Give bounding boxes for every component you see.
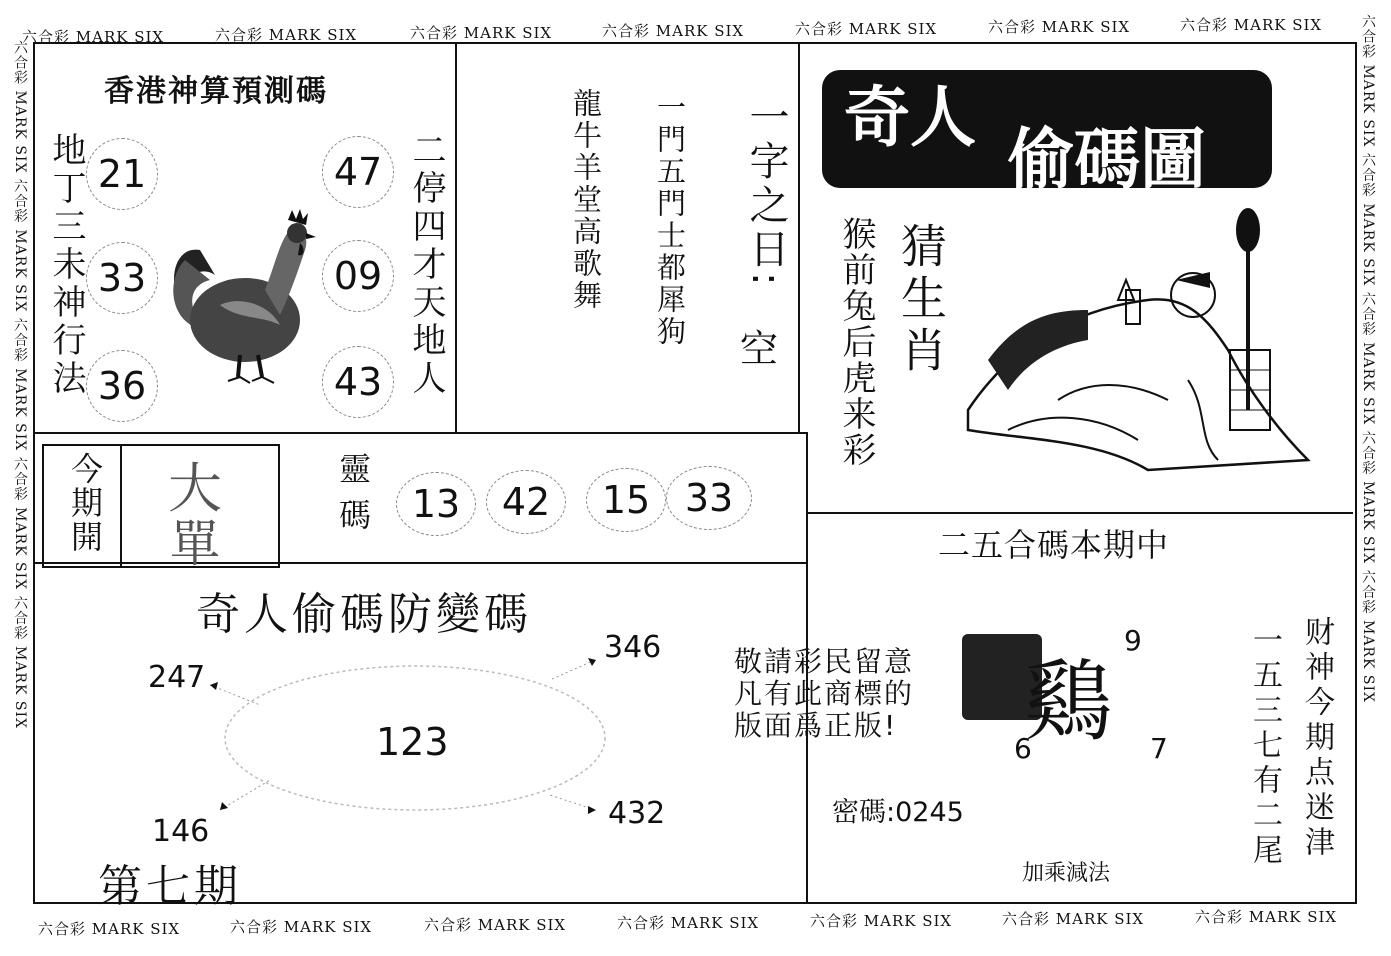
hk-number: 43 — [322, 346, 394, 418]
ling-number: 13 — [396, 472, 476, 536]
hk-title: 香港神算預測碼 — [104, 74, 328, 109]
caishen-right: 财神今期点迷津 — [1299, 616, 1334, 861]
ling-number: 33 — [666, 466, 752, 530]
code-146: 146 — [152, 814, 210, 849]
current-label: 今期開 — [66, 452, 104, 554]
top-banner-1: 六合彩 MARK SIX — [22, 28, 165, 46]
erwu-char: 鷄 — [1024, 650, 1113, 753]
hk-number: 09 — [322, 240, 394, 312]
bottom-banner-6: 六合彩 MARK SIX — [1002, 910, 1145, 928]
divider — [806, 512, 1353, 514]
hk-number: 47 — [322, 136, 394, 208]
hk-number: 21 — [86, 138, 158, 210]
current-small: 單 — [170, 515, 220, 573]
notice-line-3: 版面爲正版! — [734, 709, 898, 742]
erwu-n9: 9 — [1124, 624, 1142, 657]
notice-line-2: 凡有此商標的 — [734, 677, 915, 710]
ling-number: 15 — [586, 468, 666, 532]
top-banner-2: 六合彩 MARK SIX — [215, 26, 358, 44]
poem-col-3: 一字之日: — [743, 96, 789, 290]
poem-col-2: 一門五門士都犀狗 — [653, 92, 687, 348]
qiren-title-box — [822, 70, 1272, 198]
method: 加乘減法 — [1022, 861, 1111, 886]
bottom-banner-3: 六合彩 MARK SIX — [424, 916, 567, 934]
period-label: 第七期 — [98, 861, 242, 912]
divider — [120, 444, 122, 566]
hk-number: 36 — [86, 350, 158, 422]
right-side-banner: 六合彩 MARK SIX 六合彩 MARK SIX 六合彩 MARK SIX 六合彩 MARK SIX 六合彩 MARK SIX — [1360, 14, 1376, 703]
caishen-left: 一五三七有二尾 — [1247, 624, 1282, 869]
top-banner-7: 六合彩 MARK SIX — [1180, 16, 1323, 34]
top-banner-5: 六合彩 MARK SIX — [795, 20, 938, 38]
divider — [798, 42, 800, 434]
code-247: 247 — [148, 660, 206, 695]
code-432: 432 — [608, 796, 666, 831]
top-banner-4: 六合彩 MARK SIX — [602, 22, 745, 40]
poem-word: 空 — [740, 327, 779, 371]
divider — [33, 432, 808, 434]
rooster-icon — [160, 205, 320, 390]
password: 密碼:0245 — [832, 797, 964, 828]
hk-left-vertical: 地丁三未神行法 — [46, 132, 86, 398]
ling-label: 靈碼 — [334, 452, 372, 544]
erwu-n6: 6 — [1014, 732, 1032, 765]
hk-right-vertical: 二停四才天地人 — [406, 132, 446, 398]
scholar-illustration-icon — [948, 200, 1328, 490]
notice-line-1: 敬請彩民留意 — [734, 645, 915, 678]
hk-number: 33 — [86, 242, 158, 314]
qiren-title-b: 偷碼圖 — [1008, 120, 1206, 198]
top-banner-6: 六合彩 MARK SIX — [988, 18, 1131, 36]
steal-title: 奇人偷碼防變碼 — [196, 589, 532, 640]
zodiac-poem: 猴前兔后虎来彩 — [836, 216, 876, 468]
poem-col-1: 龍牛羊堂高歌舞 — [569, 88, 603, 312]
bottom-banner-2: 六合彩 MARK SIX — [230, 918, 373, 936]
code-346: 346 — [604, 630, 662, 665]
erwu-title: 二五合碼本期中 — [938, 526, 1170, 564]
qiren-title-a: 奇人 — [844, 78, 976, 156]
current-big: 大 — [168, 457, 222, 520]
top-banner-3: 六合彩 MARK SIX — [410, 24, 553, 42]
erwu-n7: 7 — [1150, 732, 1168, 765]
divider — [455, 42, 457, 434]
bottom-banner-4: 六合彩 MARK SIX — [617, 914, 760, 932]
ling-number: 42 — [486, 470, 566, 534]
center-code: 123 — [376, 720, 449, 764]
bottom-banner-5: 六合彩 MARK SIX — [810, 912, 953, 930]
bottom-banner-7: 六合彩 MARK SIX — [1195, 908, 1338, 926]
bottom-banner-1: 六合彩 MARK SIX — [38, 920, 181, 938]
zodiac-title: 猜生肖 — [894, 222, 948, 378]
left-side-banner: 六合彩 MARK SIX 六合彩 MARK SIX 六合彩 MARK SIX 六合彩 MARK SIX 六合彩 MARK SIX — [12, 40, 28, 729]
